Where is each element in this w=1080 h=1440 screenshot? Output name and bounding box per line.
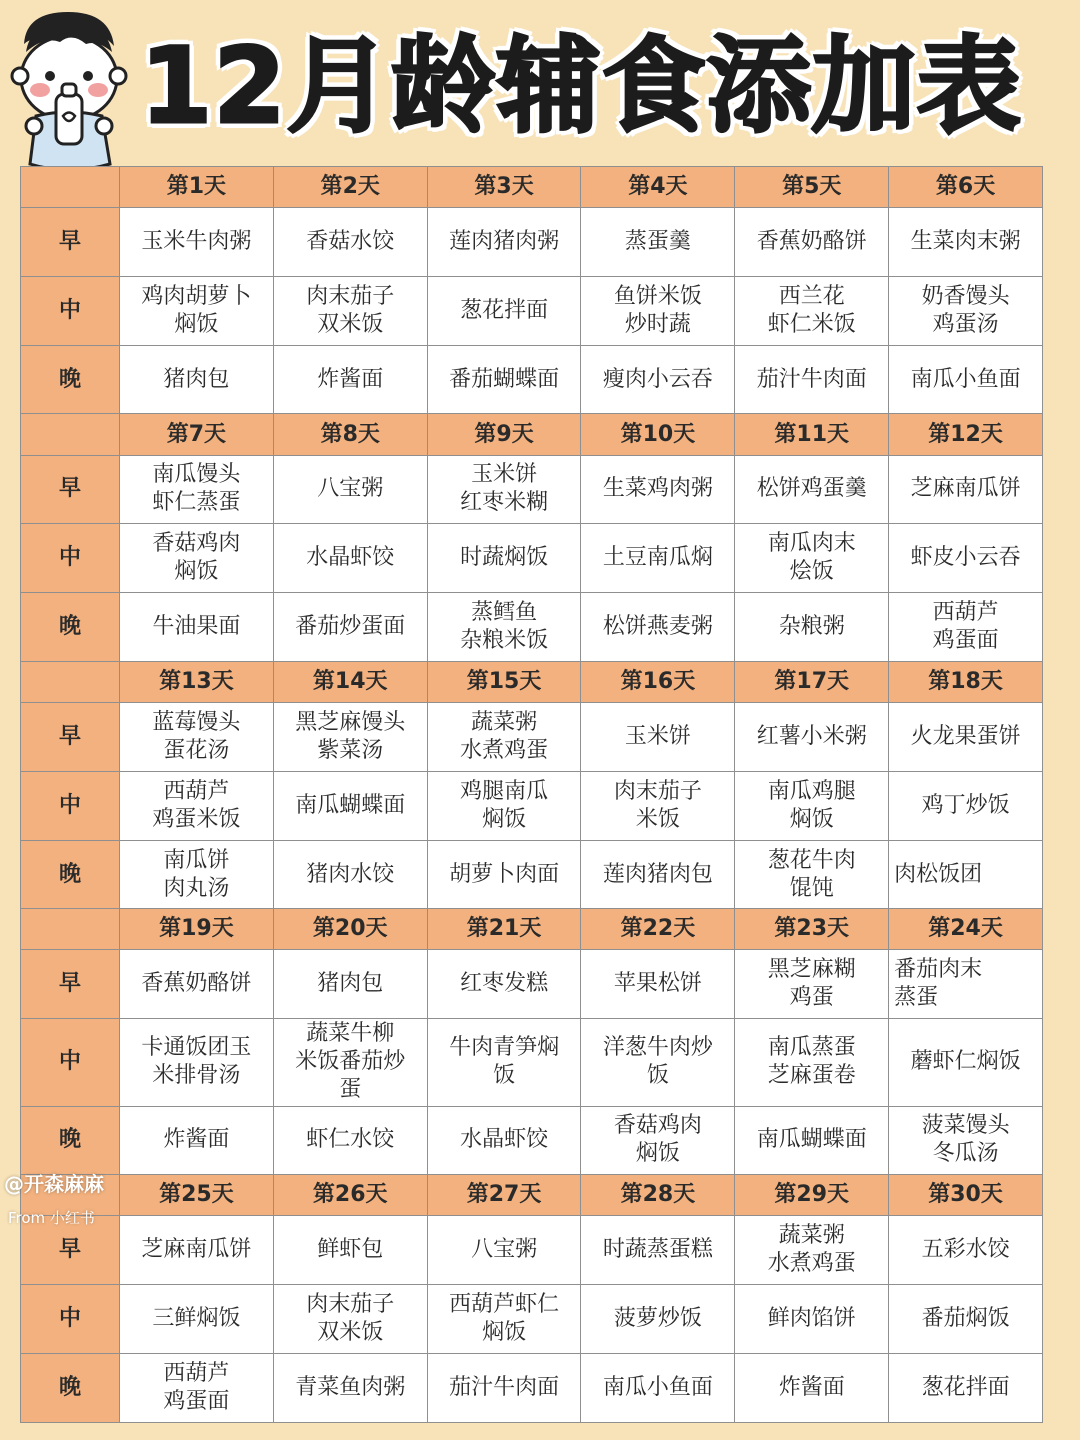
meal-cell: 西葫芦虾仁 焖饭 bbox=[427, 1285, 581, 1354]
meal-cell: 菠菜馒头 冬瓜汤 bbox=[889, 1106, 1043, 1175]
meal-cell: 火龙果蛋饼 bbox=[889, 703, 1043, 772]
meal-cell: 鱼饼米饭 炒时蔬 bbox=[581, 276, 735, 345]
meal-cell: 番茄焖饭 bbox=[889, 1285, 1043, 1354]
day-header: 第13天 bbox=[120, 661, 274, 702]
watermark-source: From 小红书 bbox=[8, 1209, 95, 1227]
meal-row bbox=[21, 1019, 1043, 1106]
meal-cell: 香菇水饺 bbox=[273, 208, 427, 277]
day-header: 第18天 bbox=[889, 661, 1043, 702]
meal-label: 中 bbox=[21, 771, 120, 840]
day-header: 第23天 bbox=[735, 909, 889, 950]
meal-cell: 蒸鳕鱼 杂粮米饭 bbox=[427, 593, 581, 662]
meal-cell: 土豆南瓜焖 bbox=[581, 524, 735, 593]
meal-row bbox=[21, 1354, 1043, 1423]
meal-cell: 时蔬蒸蛋糕 bbox=[581, 1216, 735, 1285]
meal-plan-table bbox=[20, 166, 1043, 1423]
corner-cell bbox=[21, 167, 120, 208]
day-header: 第12天 bbox=[889, 414, 1043, 455]
meal-cell: 玉米饼 bbox=[581, 703, 735, 772]
meal-cell: 南瓜小鱼面 bbox=[581, 1354, 735, 1423]
meal-cell: 三鲜焖饭 bbox=[120, 1285, 274, 1354]
meal-cell: 玉米牛肉粥 bbox=[120, 208, 274, 277]
meal-cell: 鸡肉胡萝卜 焖饭 bbox=[120, 276, 274, 345]
meal-cell: 红薯小米粥 bbox=[735, 703, 889, 772]
meal-cell: 虾仁水饺 bbox=[273, 1106, 427, 1175]
meal-cell: 茄汁牛肉面 bbox=[735, 345, 889, 414]
meal-cell: 奶香馒头 鸡蛋汤 bbox=[889, 276, 1043, 345]
meal-cell: 八宝粥 bbox=[427, 1216, 581, 1285]
meal-row bbox=[21, 703, 1043, 772]
meal-row bbox=[21, 840, 1043, 909]
day-header: 第6天 bbox=[889, 167, 1043, 208]
day-header-row bbox=[21, 1175, 1043, 1216]
meal-cell: 瘦肉小云吞 bbox=[581, 345, 735, 414]
meal-cell: 生菜鸡肉粥 bbox=[581, 455, 735, 524]
day-header: 第7天 bbox=[120, 414, 274, 455]
day-header: 第1天 bbox=[120, 167, 274, 208]
meal-cell: 牛油果面 bbox=[120, 593, 274, 662]
page-title: 12月龄辅食添加表 bbox=[140, 25, 1022, 147]
meal-cell: 香菇鸡肉 焖饭 bbox=[120, 524, 274, 593]
day-header: 第30天 bbox=[889, 1175, 1043, 1216]
meal-cell: 鲜肉馅饼 bbox=[735, 1285, 889, 1354]
meal-cell: 菠萝炒饭 bbox=[581, 1285, 735, 1354]
watermark-username: @开森麻麻 bbox=[4, 1172, 104, 1196]
day-header: 第14天 bbox=[273, 661, 427, 702]
meal-cell: 青菜鱼肉粥 bbox=[273, 1354, 427, 1423]
day-header: 第21天 bbox=[427, 909, 581, 950]
meal-label: 早 bbox=[21, 1216, 120, 1285]
day-header: 第16天 bbox=[581, 661, 735, 702]
meal-row bbox=[21, 771, 1043, 840]
meal-cell: 虾皮小云吞 bbox=[889, 524, 1043, 593]
meal-cell: 蔬菜牛柳 米饭番茄炒 蛋 bbox=[273, 1019, 427, 1106]
meal-row bbox=[21, 593, 1043, 662]
meal-cell: 水晶虾饺 bbox=[273, 524, 427, 593]
meal-cell: 猪肉水饺 bbox=[273, 840, 427, 909]
meal-cell: 蔬菜粥 水煮鸡蛋 bbox=[427, 703, 581, 772]
day-header: 第28天 bbox=[581, 1175, 735, 1216]
meal-label: 中 bbox=[21, 524, 120, 593]
day-header-row bbox=[21, 414, 1043, 455]
meal-cell: 西兰花 虾仁米饭 bbox=[735, 276, 889, 345]
meal-label: 早 bbox=[21, 455, 120, 524]
day-header: 第15天 bbox=[427, 661, 581, 702]
meal-cell: 南瓜蝴蝶面 bbox=[273, 771, 427, 840]
meal-cell: 鸡腿南瓜 焖饭 bbox=[427, 771, 581, 840]
meal-cell: 南瓜小鱼面 bbox=[889, 345, 1043, 414]
meal-cell: 猪肉包 bbox=[120, 345, 274, 414]
meal-label: 早 bbox=[21, 950, 120, 1019]
meal-cell: 香蕉奶酪饼 bbox=[735, 208, 889, 277]
day-header: 第10天 bbox=[581, 414, 735, 455]
meal-cell: 南瓜馒头 虾仁蒸蛋 bbox=[120, 455, 274, 524]
meal-cell: 八宝粥 bbox=[273, 455, 427, 524]
meal-cell: 南瓜蒸蛋 芝麻蛋卷 bbox=[735, 1019, 889, 1106]
day-header: 第11天 bbox=[735, 414, 889, 455]
meal-cell: 茄汁牛肉面 bbox=[427, 1354, 581, 1423]
day-header: 第4天 bbox=[581, 167, 735, 208]
corner-cell bbox=[21, 414, 120, 455]
meal-row bbox=[21, 455, 1043, 524]
meal-label: 晚 bbox=[21, 1106, 120, 1175]
day-header: 第17天 bbox=[735, 661, 889, 702]
meal-cell: 鸡丁炒饭 bbox=[889, 771, 1043, 840]
meal-cell: 番茄肉末 蒸蛋 bbox=[889, 950, 1043, 1019]
meal-cell: 黑芝麻馒头 紫菜汤 bbox=[273, 703, 427, 772]
meal-label: 中 bbox=[21, 1285, 120, 1354]
day-header: 第5天 bbox=[735, 167, 889, 208]
meal-label: 晚 bbox=[21, 1354, 120, 1423]
meal-cell: 香蕉奶酪饼 bbox=[120, 950, 274, 1019]
meal-cell: 松饼鸡蛋羹 bbox=[735, 455, 889, 524]
meal-cell: 芝麻南瓜饼 bbox=[889, 455, 1043, 524]
meal-label: 早 bbox=[21, 703, 120, 772]
meal-cell: 蘑虾仁焖饭 bbox=[889, 1019, 1043, 1106]
meal-cell: 五彩水饺 bbox=[889, 1216, 1043, 1285]
meal-cell: 蒸蛋羹 bbox=[581, 208, 735, 277]
meal-cell: 葱花牛肉 馄饨 bbox=[735, 840, 889, 909]
meal-cell: 番茄蝴蝶面 bbox=[427, 345, 581, 414]
day-header: 第3天 bbox=[427, 167, 581, 208]
meal-cell: 蓝莓馒头 蛋花汤 bbox=[120, 703, 274, 772]
corner-cell bbox=[21, 661, 120, 702]
meal-cell: 肉末茄子 双米饭 bbox=[273, 276, 427, 345]
meal-row bbox=[21, 208, 1043, 277]
meal-cell: 西葫芦 鸡蛋米饭 bbox=[120, 771, 274, 840]
meal-cell: 西葫芦 鸡蛋面 bbox=[120, 1354, 274, 1423]
day-header: 第20天 bbox=[273, 909, 427, 950]
meal-cell: 西葫芦 鸡蛋面 bbox=[889, 593, 1043, 662]
meal-cell: 胡萝卜肉面 bbox=[427, 840, 581, 909]
meal-row bbox=[21, 1216, 1043, 1285]
meal-row bbox=[21, 950, 1043, 1019]
meal-cell: 葱花拌面 bbox=[889, 1354, 1043, 1423]
day-header-row bbox=[21, 167, 1043, 208]
meal-cell: 牛肉青笋焖 饭 bbox=[427, 1019, 581, 1106]
meal-cell: 香菇鸡肉 焖饭 bbox=[581, 1106, 735, 1175]
meal-row bbox=[21, 276, 1043, 345]
meal-label: 中 bbox=[21, 1019, 120, 1106]
meal-cell: 南瓜蝴蝶面 bbox=[735, 1106, 889, 1175]
meal-cell: 肉松饭团 bbox=[889, 840, 1043, 909]
meal-cell: 肉末茄子 米饭 bbox=[581, 771, 735, 840]
meal-cell: 红枣发糕 bbox=[427, 950, 581, 1019]
meal-label: 中 bbox=[21, 276, 120, 345]
meal-cell: 生菜肉末粥 bbox=[889, 208, 1043, 277]
meal-cell: 莲肉猪肉包 bbox=[581, 840, 735, 909]
meal-cell: 南瓜鸡腿 焖饭 bbox=[735, 771, 889, 840]
meal-cell: 南瓜肉末 烩饭 bbox=[735, 524, 889, 593]
day-header: 第8天 bbox=[273, 414, 427, 455]
day-header: 第9天 bbox=[427, 414, 581, 455]
meal-label: 晚 bbox=[21, 840, 120, 909]
header bbox=[0, 0, 1080, 165]
meal-cell: 黑芝麻糊 鸡蛋 bbox=[735, 950, 889, 1019]
meal-row bbox=[21, 1285, 1043, 1354]
meal-cell: 蔬菜粥 水煮鸡蛋 bbox=[735, 1216, 889, 1285]
meal-cell: 葱花拌面 bbox=[427, 276, 581, 345]
meal-row bbox=[21, 345, 1043, 414]
day-header: 第2天 bbox=[273, 167, 427, 208]
day-header: 第29天 bbox=[735, 1175, 889, 1216]
meal-cell: 炸酱面 bbox=[120, 1106, 274, 1175]
meal-cell: 水晶虾饺 bbox=[427, 1106, 581, 1175]
meal-cell: 杂粮粥 bbox=[735, 593, 889, 662]
meal-row bbox=[21, 1106, 1043, 1175]
day-header: 第24天 bbox=[889, 909, 1043, 950]
meal-cell: 洋葱牛肉炒 饭 bbox=[581, 1019, 735, 1106]
meal-label: 晚 bbox=[21, 593, 120, 662]
meal-cell: 南瓜饼 肉丸汤 bbox=[120, 840, 274, 909]
meal-cell: 番茄炒蛋面 bbox=[273, 593, 427, 662]
day-header: 第27天 bbox=[427, 1175, 581, 1216]
meal-cell: 松饼燕麦粥 bbox=[581, 593, 735, 662]
meal-row bbox=[21, 524, 1043, 593]
meal-cell: 苹果松饼 bbox=[581, 950, 735, 1019]
meal-cell: 鲜虾包 bbox=[273, 1216, 427, 1285]
meal-label: 晚 bbox=[21, 345, 120, 414]
meal-cell: 芝麻南瓜饼 bbox=[120, 1216, 274, 1285]
meal-cell: 玉米饼 红枣米糊 bbox=[427, 455, 581, 524]
meal-cell: 莲肉猪肉粥 bbox=[427, 208, 581, 277]
corner-cell bbox=[21, 909, 120, 950]
day-header: 第25天 bbox=[120, 1175, 274, 1216]
day-header: 第22天 bbox=[581, 909, 735, 950]
meal-cell: 炸酱面 bbox=[735, 1354, 889, 1423]
meal-cell: 猪肉包 bbox=[273, 950, 427, 1019]
day-header-row bbox=[21, 661, 1043, 702]
day-header: 第26天 bbox=[273, 1175, 427, 1216]
meal-cell: 卡通饭团玉 米排骨汤 bbox=[120, 1019, 274, 1106]
meal-cell: 时蔬焖饭 bbox=[427, 524, 581, 593]
meal-cell: 肉末茄子 双米饭 bbox=[273, 1285, 427, 1354]
meal-cell: 炸酱面 bbox=[273, 345, 427, 414]
meal-label: 早 bbox=[21, 208, 120, 277]
day-header-row bbox=[21, 909, 1043, 950]
day-header: 第19天 bbox=[120, 909, 274, 950]
